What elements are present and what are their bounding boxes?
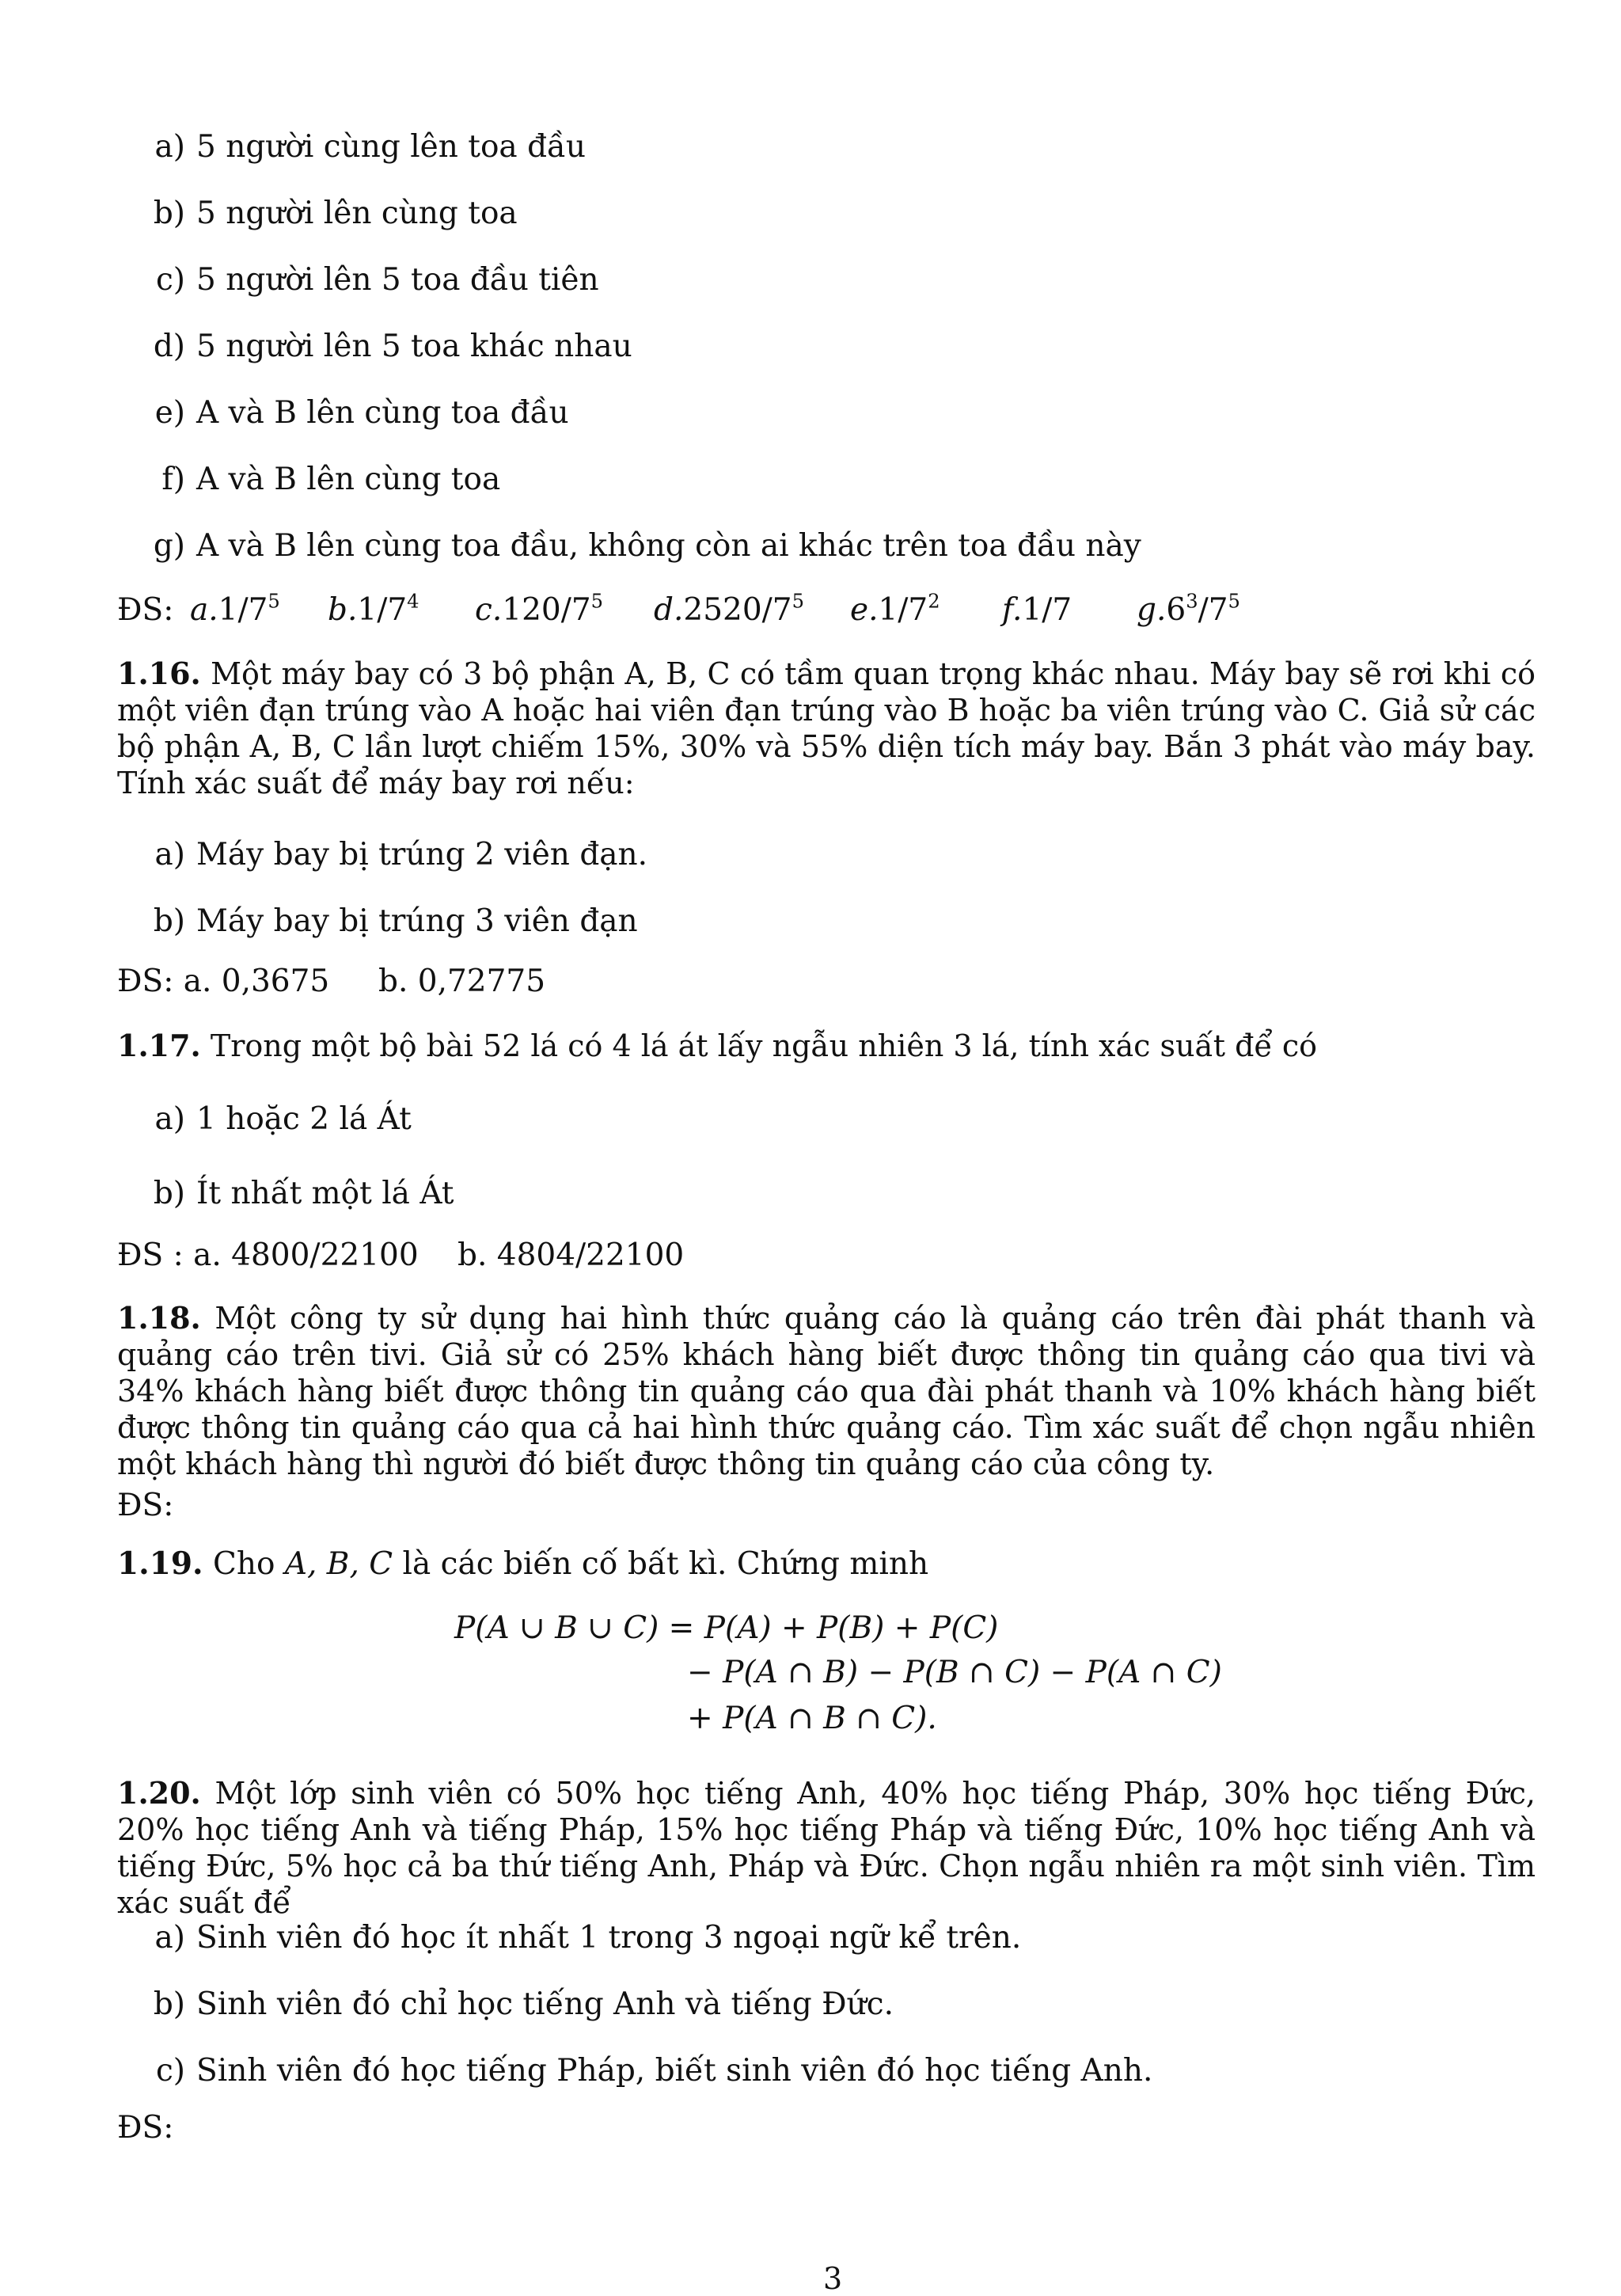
item-label: a) <box>154 129 185 165</box>
list-item: b) Máy bay bị trúng 3 viên đạn <box>153 903 638 939</box>
list-item <box>153 329 632 364</box>
list-item <box>155 262 599 298</box>
problem-text: Một máy bay có 3 bộ phận A, B, C có tầm quan trọng khác nhau. Máy bay sẽ rơi khi có một viên đạn trúng vào A hoặc hai viên đạn trúng vào B hoặc ba viên trúng vào C. Giả sử các bộ phận A, B, C lần lượt chiếm 15%, 30% và 55% diện tích máy bay. Bắn 3 phát vào máy bay. Tính xác suất để máy bay rơi nếu: <box>117 656 1536 800</box>
list-item: a) Sinh viên đó học ít nhất 1 trong 3 ngoại ngữ kể trên. <box>154 1920 1022 1956</box>
answer-g: $g.6^3/7^5$ <box>1137 590 1240 628</box>
answer-line-b: b. 4804/22100 <box>457 1237 685 1273</box>
item-label: g) <box>153 528 185 564</box>
problem-number: 1.19. <box>117 1545 203 1582</box>
problem-1-20 <box>117 1775 1536 1921</box>
problem-1-19: 1.19. Cho A, B, C là các biến cố bất kì. Chứng minh <box>117 1545 929 1582</box>
list-item: c) Sinh viên đó học tiếng Pháp, biết sinh viên đó học tiếng Anh. <box>155 2053 1153 2089</box>
problem-text: Một lớp sinh viên có 50% học tiếng Anh, 40% học tiếng Pháp, 30% học tiếng Đức, 20% học tiếng Anh và tiếng Pháp, 15% học tiếng Pháp và tiếng Đức, 10% học tiếng Anh và tiếng Đức, 5% học cả ba thứ tiếng Anh, Pháp và Đức. Chọn ngẫu nhiên ra một sinh viên. Tìm xác suất để <box>117 1776 1536 1920</box>
list-item <box>153 196 518 231</box>
item-text: 5 người lên 5 toa đầu tiên <box>196 262 599 298</box>
item-text: A và B lên cùng toa đầu, không còn ai khác trên toa đầu này <box>196 528 1141 564</box>
item-label: e) <box>154 395 185 431</box>
equation-line-2: − P(A ∩ B) − P(B ∩ C) − P(A ∩ C) <box>687 1655 1222 1690</box>
problem-number: 1.20. <box>117 1775 201 1811</box>
answer-b: $b.1/7^4$ <box>328 590 419 628</box>
problem-text: Trong một bộ bài 52 lá có 4 lá át lấy ngẫu nhiên 3 lá, tính xác suất để có <box>210 1028 1318 1063</box>
answer-line-b: b. 0,72775 <box>378 964 546 999</box>
list-item: b) Ít nhất một lá Át <box>153 1176 454 1211</box>
problem-text: Một công ty sử dụng hai hình thức quảng cáo là quảng cáo trên đài phát thanh và quảng cáo trên tivi. Giả sử có 25% khách hàng biết được thông tin quảng cáo qua tivi và 34% khách hàng biết được thông tin quảng cáo qua đài phát thanh và 10% khách hàng biết được thông tin quảng cáo qua cả hai hình thức quảng cáo. Tìm xác suất để chọn ngẫu nhiên một khách hàng thì người đó biết được thông tin quảng cáo của công ty. <box>117 1301 1536 1481</box>
page-number: 3 <box>823 2261 843 2296</box>
item-label: c) <box>155 262 185 298</box>
answer-f: f.1/7 <box>1002 592 1072 628</box>
problem-1-18 <box>117 1300 1536 1482</box>
item-label: f) <box>161 462 185 497</box>
problem-number: 1.17. <box>117 1028 201 1063</box>
item-text: A và B lên cùng toa <box>196 462 501 497</box>
list-item <box>154 129 587 165</box>
problem-1-17 <box>117 1028 1536 1064</box>
item-text: A và B lên cùng toa đầu <box>196 395 569 431</box>
list-item: a) 1 hoặc 2 lá Át <box>154 1101 412 1137</box>
answer-a: $a.1/7^5$ <box>190 590 280 628</box>
list-item <box>153 528 1141 564</box>
problem-1-16 <box>117 656 1536 801</box>
item-text: 5 người cùng lên toa đầu <box>196 129 587 165</box>
answer-line: ĐS : a. 4800/22100 <box>117 1237 419 1273</box>
item-label: d) <box>153 329 185 364</box>
problem-number: 1.18. <box>117 1300 201 1336</box>
equation-line-3: + P(A ∩ B ∩ C). <box>687 1701 937 1736</box>
answer-e: $e.1/7^2$ <box>850 590 940 628</box>
answer-prefix: ĐS: <box>117 592 174 628</box>
list-item: a) Máy bay bị trúng 2 viên đạn. <box>154 837 648 872</box>
list-item <box>161 462 501 497</box>
answer-line: ĐS: a. 0,3675 <box>117 964 330 999</box>
answer-c: $c.120/7^5$ <box>475 590 604 628</box>
item-label: b) <box>153 196 185 231</box>
answer-line: ĐS: <box>117 1488 174 1523</box>
problem-number: 1.16. <box>117 656 201 691</box>
equation-line-1: P(A ∪ B ∪ C) = P(A) + P(B) + P(C) <box>454 1610 999 1646</box>
item-text: 5 người lên cùng toa <box>196 196 518 231</box>
answer-line: ĐS: <box>117 2110 174 2146</box>
item-text: 5 người lên 5 toa khác nhau <box>196 329 632 364</box>
answer-d: $d.2520/7^5$ <box>654 590 804 628</box>
list-item: b) Sinh viên đó chỉ học tiếng Anh và tiếng Đức. <box>153 1986 894 2022</box>
list-item <box>154 395 569 431</box>
